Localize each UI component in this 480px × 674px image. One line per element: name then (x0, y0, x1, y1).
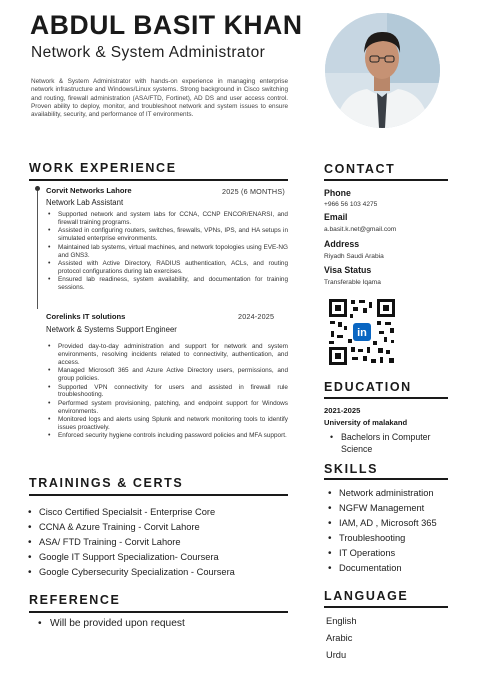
education-heading: EDUCATION (324, 380, 412, 394)
visa-value: Transferable Iqama (324, 279, 381, 286)
job-company: Corvit Networks Lahore (46, 186, 132, 195)
reference-heading: REFERENCE (29, 593, 121, 607)
trainings-list (25, 505, 235, 580)
trainings-rule (29, 494, 288, 496)
phone-label: Phone (324, 188, 351, 198)
skills-heading: SKILLS (324, 462, 379, 476)
job-duties-list (46, 211, 288, 293)
language-rule (324, 606, 448, 608)
job-duty: • Performed system provisioning, patching, and endpoint support for Windows environments. (46, 400, 288, 416)
phone-value[interactable]: +966 56 103 4275 (324, 201, 378, 208)
job-role: Network Lab Assistant (46, 198, 124, 207)
trainings-heading: TRAININGS & CERTS (29, 476, 184, 490)
job-dates: 2025 (6 MONTHS) (222, 187, 285, 196)
job-duty: • Provided day-to-day administration and support for network and system environments, resolving incidents related to connectivity, authentication, and access. (46, 343, 288, 367)
timeline-dot (35, 186, 40, 191)
job-duty: • Supported network and system labs for CCNA, CCNP ENCOR/ENARSI, and firewall training programs. (46, 211, 288, 227)
skill-item: • NGFW Management (325, 501, 437, 516)
job-duty: • Maintained lab systems, virtual machines, and network topologies using EVE-NG and GNS3. (46, 244, 288, 260)
skill-item: • IAM, AD , Microsoft 365 (325, 516, 437, 531)
work-experience-heading: WORK EXPERIENCE (29, 161, 177, 175)
visa-label: Visa Status (324, 265, 372, 275)
linkedin-qr-code-icon[interactable] (327, 297, 397, 367)
training-item: • CCNA & Azure Training - Corvit Lahore (25, 520, 235, 535)
email-label: Email (324, 212, 348, 222)
skill-item: • Documentation (325, 561, 437, 576)
education-rule (324, 397, 448, 399)
address-value: Riyadh Saudi Arabia (324, 253, 384, 260)
email-value[interactable]: a.basit.k.net@gmail.com (324, 226, 397, 233)
language-heading: LANGUAGE (324, 589, 409, 603)
job-duty: • Assisted in configuring routers, switches, firewalls, VPNs, IPS, and HA setups in simulated enterprise environments. (46, 227, 288, 243)
education-years: 2021-2025 (324, 406, 361, 415)
job-duty: • Enforced security hygiene controls including password policies and MFA support. (46, 432, 288, 440)
contact-heading: CONTACT (324, 162, 396, 176)
job-duty: • Ensured lab readiness, system availability, and documentation for training sessions. (46, 276, 288, 292)
candidate-name: ABDUL BASIT KHAN (30, 10, 303, 40)
job-duty: • Supported VPN connectivity for users and assisted in firewall rule troubleshooting. (46, 384, 288, 400)
linkedin-badge-label: in (357, 327, 367, 339)
language-item: Arabic (326, 633, 353, 643)
training-item: • Google IT Support Specialization- Coursera (25, 550, 235, 565)
job-role: Network & Systems Support Engineer (46, 325, 177, 334)
skill-item: • Network administration (325, 486, 437, 501)
profile-photo-illustration (325, 13, 440, 128)
profile-summary: Network & System Administrator with hands-on experience in managing enterprise network infrastructure and Windows/Linux systems. Strong background in Cisco switching and routing, firewall administration (ASA/FTD, Fortinet), AD DS and user access control. Proven ability to deploy, monitor, and troubleshoot network and system issues to ensure availability, security, and performance of IT environments. (31, 78, 288, 119)
training-item: • Google Cybersecurity Specialization - Coursera (25, 565, 235, 580)
language-item: English (326, 616, 357, 626)
training-item: • Cisco Certified Specialsit - Enterprise Core (25, 505, 235, 520)
language-list (326, 613, 357, 664)
language-item: Urdu (326, 650, 347, 660)
education-university: University of malakand (324, 418, 408, 427)
skill-item: • IT Operations (325, 546, 437, 561)
timeline-line (37, 186, 38, 309)
skills-list (325, 486, 437, 576)
job-company: Corelinks IT solutions (46, 312, 126, 321)
reference-rule (29, 611, 288, 613)
job-duty: • Managed Microsoft 365 and Azure Active Directory users, permissions, and group policies. (46, 367, 288, 383)
skills-rule (324, 478, 448, 480)
job-duties-list (46, 343, 288, 441)
job-title: Network & System Administrator (31, 44, 266, 61)
education-degree: • Bachelors in Computer Science (330, 432, 450, 455)
contact-rule (324, 179, 448, 181)
job-dates: 2024-2025 (238, 312, 275, 321)
training-item: • ASA/ FTD Training - Corvit Lahore (25, 535, 235, 550)
profile-photo (325, 13, 440, 128)
job-duty: • Assisted with Active Directory, RADIUS authentication, ACLs, and routing protocol configurations during lab exercises. (46, 260, 288, 276)
skill-item: • Troubleshooting (325, 531, 437, 546)
work-experience-rule (29, 179, 288, 181)
reference-text: • Will be provided upon request (37, 618, 185, 629)
job-duty: • Monitored logs and alerts using Splunk and network monitoring tools to identify issues proactively. (46, 416, 288, 432)
address-label: Address (324, 239, 360, 249)
